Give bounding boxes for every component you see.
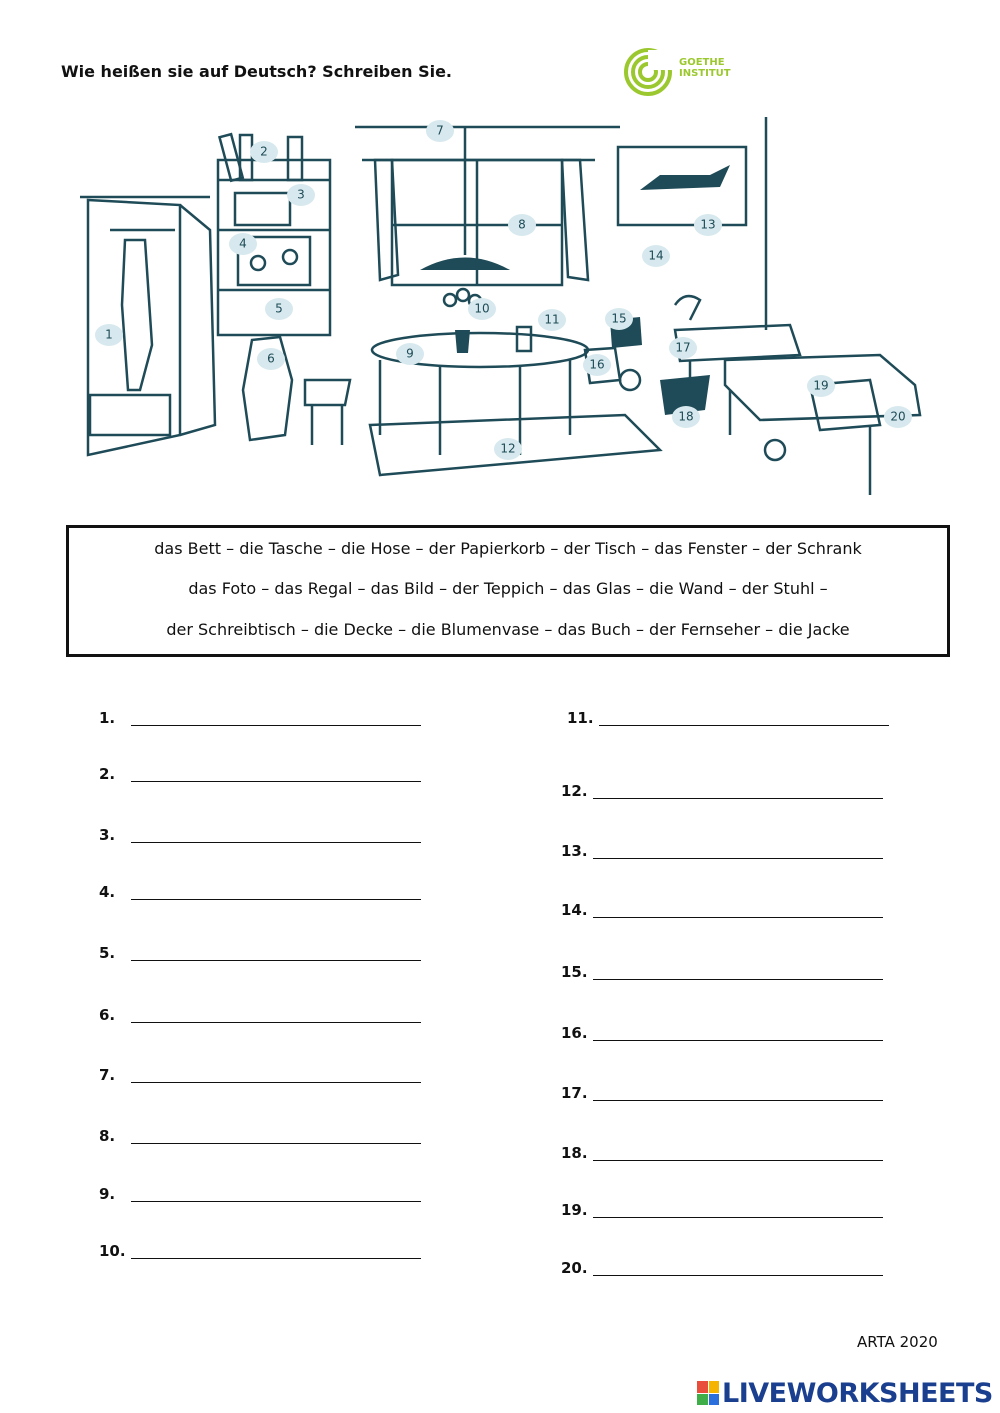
- answer-2[interactable]: [99, 765, 115, 783]
- answer-blank[interactable]: [131, 1201, 421, 1202]
- answer-blank[interactable]: [593, 1160, 883, 1161]
- answer-number: 13.: [561, 842, 588, 860]
- answer-blank[interactable]: [593, 1040, 883, 1041]
- answer-13[interactable]: [561, 842, 588, 860]
- footer-credit: ARTA 2020: [857, 1333, 938, 1351]
- answer-blank[interactable]: [593, 1275, 883, 1276]
- answer-17[interactable]: [561, 1084, 588, 1102]
- answer-number: 20.: [561, 1259, 588, 1277]
- answer-blank[interactable]: [593, 858, 883, 859]
- answer-blank[interactable]: [131, 725, 421, 726]
- scene-label-9: 9: [406, 346, 414, 361]
- answer-blank[interactable]: [593, 1100, 883, 1101]
- answer-number: 19.: [561, 1201, 588, 1219]
- scene-label-8: 8: [518, 217, 526, 232]
- scene-label-15: 15: [611, 311, 627, 326]
- liveworksheets-text: LIVEWORKSHEETS: [722, 1377, 993, 1409]
- room-illustration: [80, 105, 930, 510]
- scene-label-20: 20: [890, 409, 906, 424]
- answer-number: 1.: [99, 709, 116, 727]
- scene-label-7: 7: [436, 123, 444, 138]
- answer-blank[interactable]: [599, 725, 889, 726]
- answer-number: 18.: [561, 1144, 588, 1162]
- scene-label-14: 14: [648, 248, 664, 263]
- instruction-text: Wie heißen sie auf Deutsch? Schreiben Sie.: [61, 62, 452, 81]
- answer-9[interactable]: [99, 1185, 115, 1203]
- scene-label-11: 11: [544, 312, 560, 327]
- answer-blank[interactable]: [131, 781, 421, 782]
- answer-blank[interactable]: [593, 917, 883, 918]
- answer-number: 12.: [561, 782, 588, 800]
- answer-8[interactable]: [99, 1127, 115, 1145]
- answer-3[interactable]: [99, 826, 115, 844]
- answer-number: 14.: [561, 901, 588, 919]
- answer-7[interactable]: [99, 1066, 115, 1084]
- answer-blank[interactable]: [131, 1082, 421, 1083]
- answer-blank[interactable]: [593, 979, 883, 980]
- scene-label-1: 1: [105, 327, 113, 342]
- answer-number: 16.: [561, 1024, 588, 1042]
- answer-blank[interactable]: [131, 842, 421, 843]
- answer-19[interactable]: [561, 1201, 588, 1219]
- answer-number: 5.: [99, 944, 116, 962]
- word-bank-line-3: der Schreibtisch – die Decke – die Blumenvase – das Buch – der Fernseher – die Jacke: [166, 620, 850, 639]
- answer-number: 11.: [567, 709, 594, 727]
- answer-blank[interactable]: [593, 798, 883, 799]
- scene-label-6: 6: [267, 351, 275, 366]
- liveworksheets-icon: [697, 1381, 719, 1405]
- scene-label-3: 3: [297, 187, 305, 202]
- logo-line-2: INSTITUT: [679, 68, 731, 79]
- word-bank-line-2: das Foto – das Regal – das Bild – der Teppich – das Glas – die Wand – der Stuhl –: [188, 579, 828, 598]
- scene-label-13: 13: [700, 217, 716, 232]
- scene-label-18: 18: [678, 409, 694, 424]
- answer-blank[interactable]: [131, 1022, 421, 1023]
- answer-20[interactable]: [561, 1259, 588, 1277]
- answer-blank[interactable]: [131, 899, 421, 900]
- word-bank-line-1: das Bett – die Tasche – die Hose – der Papierkorb – der Tisch – das Fenster – der Schrank: [154, 539, 862, 558]
- answer-number: 3.: [99, 826, 116, 844]
- answer-blank[interactable]: [593, 1217, 883, 1218]
- answer-number: 4.: [99, 883, 116, 901]
- scene-label-10: 10: [474, 301, 490, 316]
- answer-15[interactable]: [561, 963, 588, 981]
- logo-line-1: GOETHE: [679, 57, 725, 68]
- answer-12[interactable]: [561, 782, 588, 800]
- scene-label-4: 4: [239, 236, 247, 251]
- answer-18[interactable]: [561, 1144, 588, 1162]
- goethe-logo-icon: [623, 47, 677, 97]
- answer-blank[interactable]: [131, 1258, 421, 1259]
- scene-label-17: 17: [675, 340, 691, 355]
- answer-number: 7.: [99, 1066, 116, 1084]
- answer-number: 8.: [99, 1127, 116, 1145]
- scene-label-16: 16: [589, 357, 605, 372]
- answer-number: 9.: [99, 1185, 116, 1203]
- goethe-logo-text: [679, 57, 731, 79]
- answer-4[interactable]: [99, 883, 115, 901]
- scene-label-5: 5: [275, 301, 283, 316]
- answer-11[interactable]: [567, 709, 594, 727]
- word-bank: [66, 525, 950, 657]
- answer-number: 17.: [561, 1084, 588, 1102]
- scene-label-19: 19: [813, 378, 829, 393]
- scene-label-12: 12: [500, 441, 516, 456]
- goethe-logo: [623, 47, 743, 97]
- answer-10[interactable]: [99, 1242, 126, 1260]
- answer-number: 10.: [99, 1242, 126, 1260]
- answer-number: 2.: [99, 765, 116, 783]
- answer-16[interactable]: [561, 1024, 588, 1042]
- answer-1[interactable]: [99, 709, 115, 727]
- answer-blank[interactable]: [131, 960, 421, 961]
- answer-number: 15.: [561, 963, 588, 981]
- answer-blank[interactable]: [131, 1143, 421, 1144]
- answer-number: 6.: [99, 1006, 116, 1024]
- answer-14[interactable]: [561, 901, 588, 919]
- answer-5[interactable]: [99, 944, 115, 962]
- liveworksheets-logo[interactable]: [697, 1378, 993, 1408]
- scene-label-2: 2: [260, 144, 268, 159]
- answer-6[interactable]: [99, 1006, 115, 1024]
